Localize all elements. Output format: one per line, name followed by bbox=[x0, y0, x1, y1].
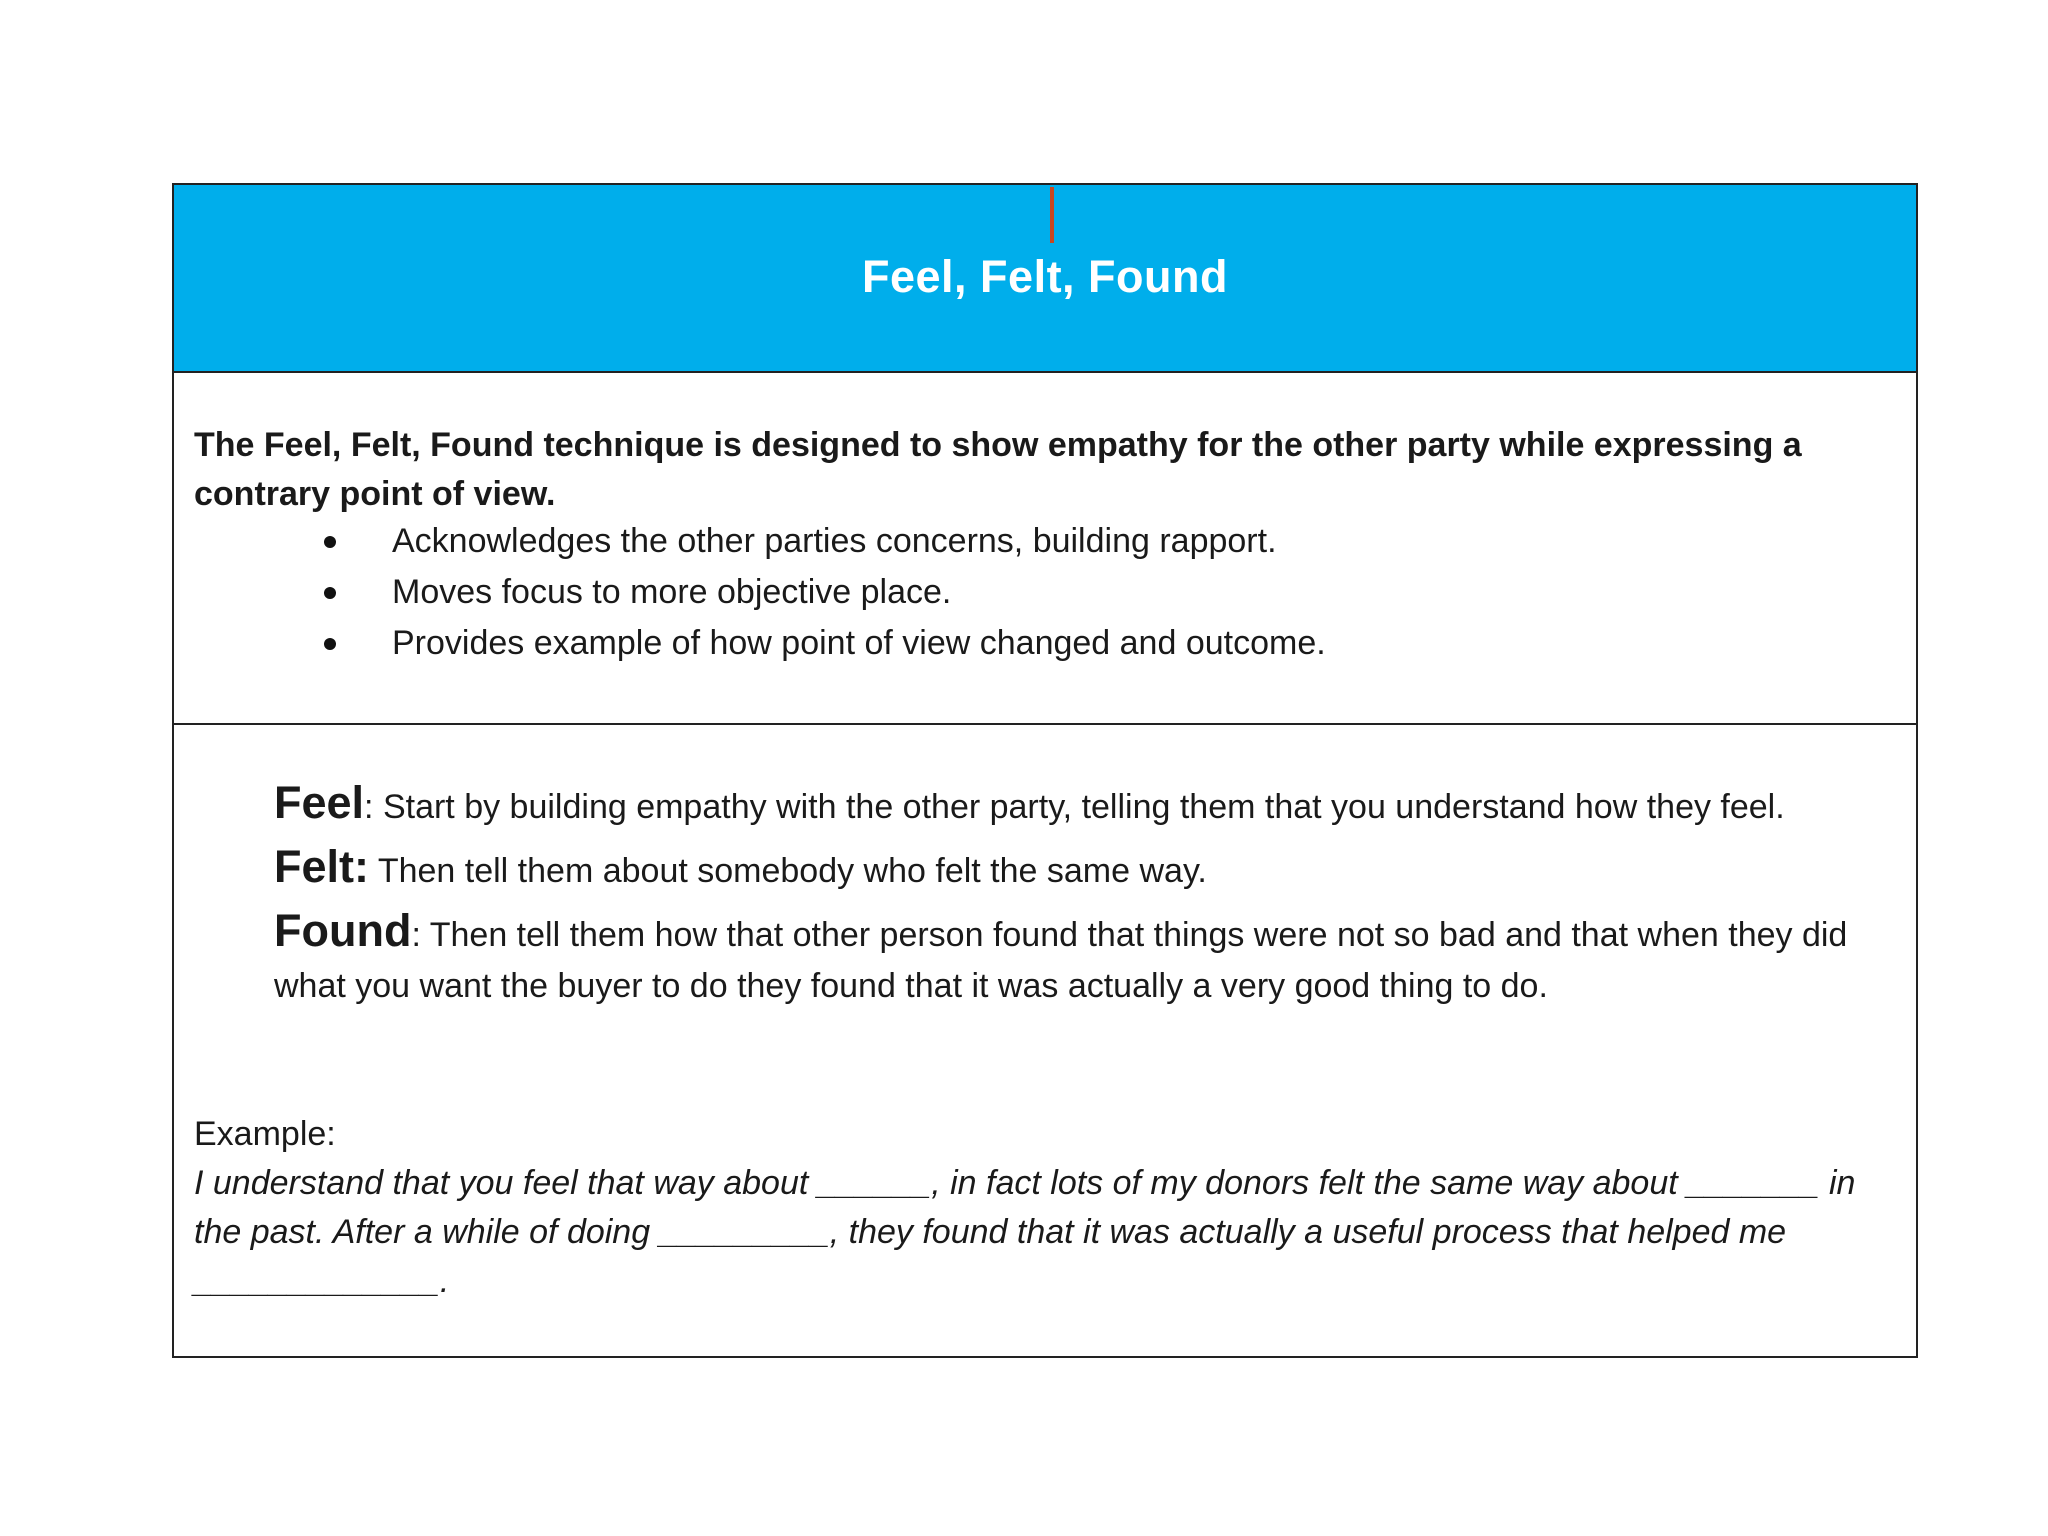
list-item bbox=[324, 516, 1326, 567]
list-item bbox=[324, 567, 1326, 618]
bullet-icon bbox=[324, 536, 336, 548]
term-separator: : bbox=[364, 788, 374, 826]
bullet-text: Provides example of how point of view changed and outcome. bbox=[392, 624, 1326, 662]
document-title: Feel, Felt, Found bbox=[862, 251, 1228, 302]
text-cursor bbox=[1050, 187, 1054, 243]
list-item bbox=[324, 618, 1326, 669]
document-table bbox=[172, 183, 1918, 1358]
term-definitions bbox=[274, 777, 1884, 1020]
example-section bbox=[194, 1110, 1904, 1306]
term-label: Felt: bbox=[274, 841, 369, 892]
header-row bbox=[174, 183, 1916, 373]
term-separator: : bbox=[411, 916, 421, 954]
term-label: Found bbox=[274, 905, 412, 956]
term-feel bbox=[274, 777, 1884, 833]
bullet-icon bbox=[324, 587, 336, 599]
intro-row bbox=[174, 373, 1916, 725]
term-found bbox=[274, 905, 1884, 1012]
term-description: Then tell them about somebody who felt the same way. bbox=[369, 852, 1207, 890]
term-description: Start by building empathy with the other party, telling them that you understand how they feel. bbox=[373, 788, 1785, 826]
example-text: I understand that you feel that way about ______, in fact lots of my donors felt the same way about _______ in the past. After a while of doing _________, they found that it was actually a useful process that helped me _____________. bbox=[194, 1164, 1856, 1300]
term-label: Feel bbox=[274, 777, 365, 828]
bullet-text: Acknowledges the other parties concerns, building rapport. bbox=[392, 522, 1277, 560]
bullet-text: Moves focus to more objective place. bbox=[392, 573, 952, 611]
detail-row bbox=[174, 725, 1916, 1358]
example-label: Example: bbox=[194, 1115, 336, 1153]
intro-lead: The Feel, Felt, Found technique is designed to show empathy for the other party while expressing a contrary point of view. bbox=[194, 426, 1802, 513]
term-felt bbox=[274, 841, 1884, 897]
term-description: Then tell them how that other person found that things were not so bad and that when they did what you want the buyer to do they found that it was actually a very good thing to do. bbox=[274, 916, 1848, 1005]
bullet-icon bbox=[324, 638, 336, 650]
intro-bullet-list bbox=[324, 516, 1326, 669]
